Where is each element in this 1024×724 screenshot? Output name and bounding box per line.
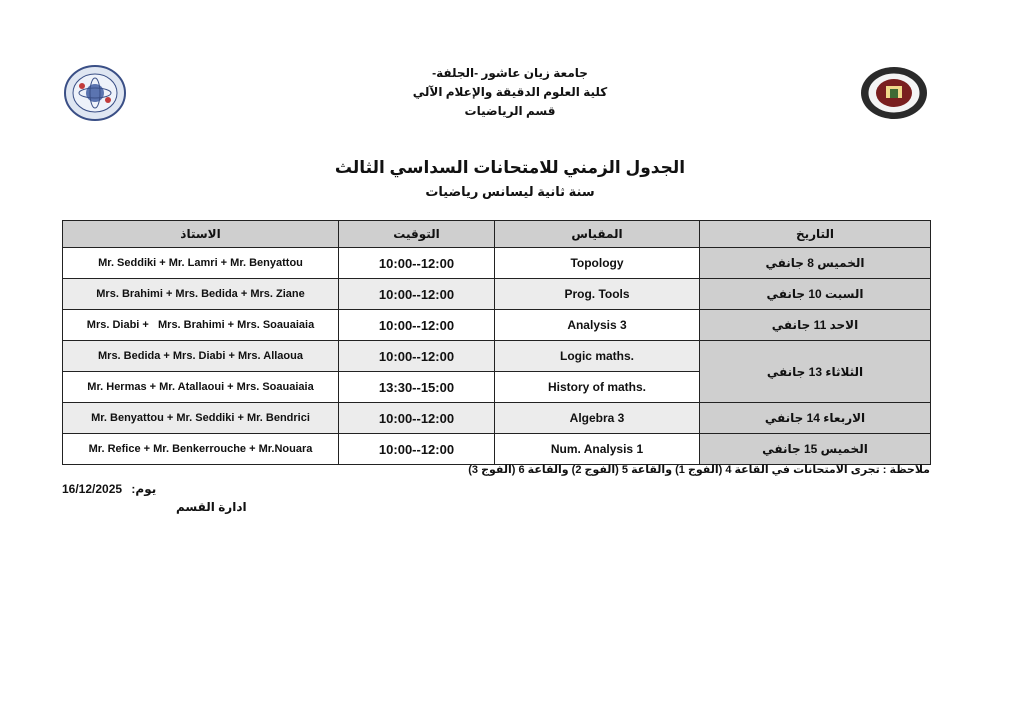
department-signature: ادارة القسم xyxy=(176,500,247,514)
page-subtitle: سنة ثانية ليسانس رياضيات xyxy=(425,184,595,199)
table-header-row xyxy=(63,221,931,248)
module-cell: History of maths. xyxy=(495,372,700,403)
table-row xyxy=(63,403,931,434)
faculty-name: كلية العلوم الدقيقة والإعلام الآلي xyxy=(412,85,608,99)
module-cell: Prog. Tools xyxy=(495,279,700,310)
column-header-time: التوقيت xyxy=(339,221,495,248)
department-name: قسم الرياضيات xyxy=(464,104,556,118)
professor-cell: Mrs. Diabi + Mrs. Brahimi + Mrs. Soauaiaia xyxy=(63,310,339,341)
column-header-date: التاريخ xyxy=(700,221,931,248)
issue-date-value: 16/12/2025 xyxy=(62,482,123,496)
table-row xyxy=(63,341,931,372)
time-cell: 10:00--12:00 xyxy=(339,310,495,341)
column-header-professor: الاستاذ xyxy=(63,221,339,248)
module-cell: Analysis 3 xyxy=(495,310,700,341)
professor-cell: Mr. Seddiki + Mr. Lamri + Mr. Benyattou xyxy=(63,248,339,279)
date-cell: السبت 10 جانفي xyxy=(700,279,931,310)
university-name: جامعة زيان عاشور -الجلفة- xyxy=(432,66,588,80)
time-cell: 13:30--15:00 xyxy=(339,372,495,403)
date-cell: الخميس 8 جانفي xyxy=(700,248,931,279)
professor-cell: Mr. Hermas + Mr. Atallaoui + Mrs. Soauaiaia xyxy=(63,372,339,403)
table-row xyxy=(63,434,931,465)
table-row xyxy=(63,248,931,279)
issue-date-label: يوم: xyxy=(131,482,157,496)
institution-header xyxy=(360,64,660,121)
exam-schedule-table xyxy=(62,220,931,465)
university-seal-icon xyxy=(860,66,928,120)
professor-cell: Mr. Benyattou + Mr. Seddiki + Mr. Bendrici xyxy=(63,403,339,434)
module-cell: Topology xyxy=(495,248,700,279)
module-cell: Logic maths. xyxy=(495,341,700,372)
professor-cell: Mrs. Brahimi + Mrs. Bedida + Mrs. Ziane xyxy=(63,279,339,310)
issue-date xyxy=(62,482,156,496)
table-row xyxy=(63,279,931,310)
column-header-module: المقياس xyxy=(495,221,700,248)
table-row xyxy=(63,310,931,341)
date-cell: الثلاثاء 13 جانفي xyxy=(700,341,931,403)
faculty-logo-icon xyxy=(64,64,126,122)
exam-rooms-note: ملاحظة : تجرى الامتحانات في القاعة 4 (الفوج 1) والقاعة 5 (الفوج 2) والقاعة 6 (الفوج 3) xyxy=(468,464,930,476)
module-cell: Num. Analysis 1 xyxy=(495,434,700,465)
date-cell: الاحد 11 جانفي xyxy=(700,310,931,341)
page-title: الجدول الزمني للامتحانات السداسي الثالث xyxy=(334,158,686,177)
time-cell: 10:00--12:00 xyxy=(339,434,495,465)
time-cell: 10:00--12:00 xyxy=(339,341,495,372)
professor-cell: Mrs. Bedida + Mrs. Diabi + Mrs. Allaoua xyxy=(63,341,339,372)
professor-cell: Mr. Refice + Mr. Benkerrouche + Mr.Nouara xyxy=(63,434,339,465)
time-cell: 10:00--12:00 xyxy=(339,403,495,434)
date-cell: الاربعاء 14 جانفي xyxy=(700,403,931,434)
time-cell: 10:00--12:00 xyxy=(339,248,495,279)
time-cell: 10:00--12:00 xyxy=(339,279,495,310)
module-cell: Algebra 3 xyxy=(495,403,700,434)
date-cell: الخميس 15 جانفي xyxy=(700,434,931,465)
